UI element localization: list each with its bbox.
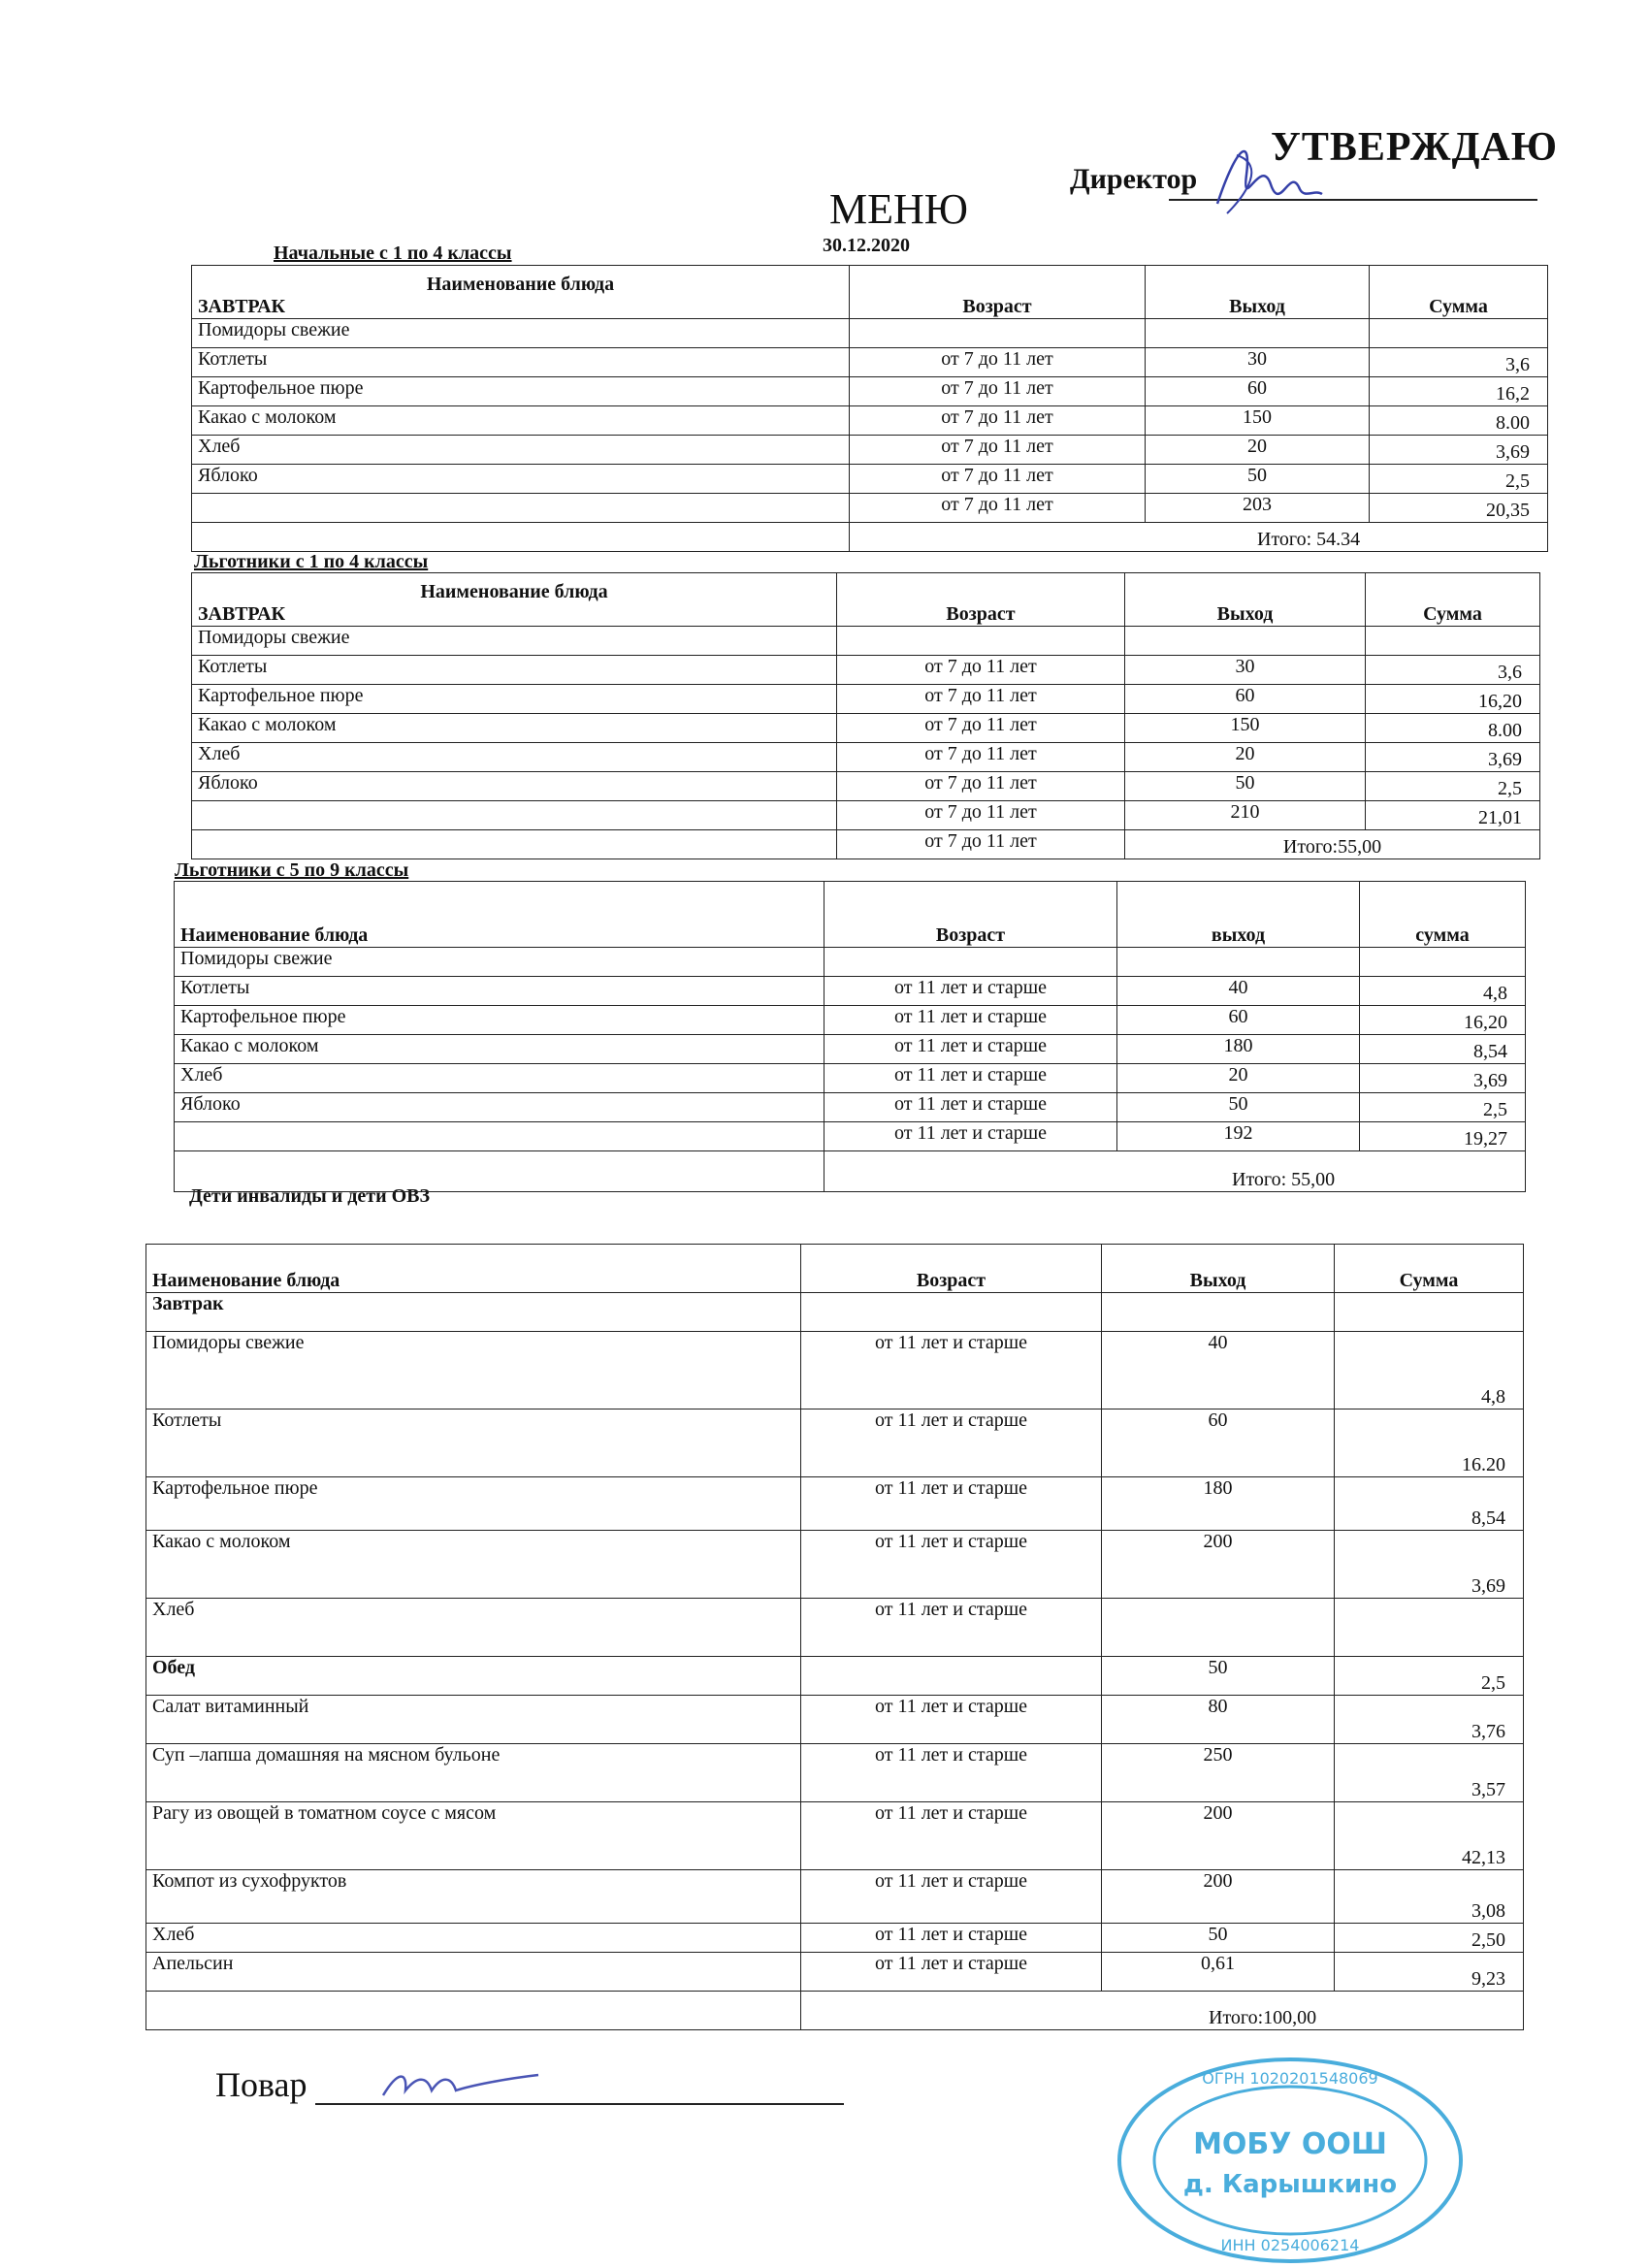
dish-output: 200 — [1102, 1531, 1335, 1599]
header-output: выход — [1117, 882, 1360, 948]
dish-age — [801, 1293, 1102, 1332]
dish-output: 192 — [1117, 1122, 1360, 1151]
dish-sum: 3,6 — [1370, 348, 1548, 377]
dish-output: 60 — [1117, 1006, 1360, 1035]
dish-sum: 3,69 — [1335, 1531, 1524, 1599]
dish-name: Помидоры свежие — [192, 319, 850, 348]
dish-sum: 2,5 — [1360, 1093, 1526, 1122]
table-row — [146, 1477, 1524, 1531]
header-dish-name — [192, 573, 837, 627]
dish-age — [801, 1657, 1102, 1696]
total-row — [146, 1992, 1524, 2030]
dish-name: Компот из сухофруктов — [146, 1870, 801, 1924]
dish-sum: 2,50 — [1335, 1924, 1524, 1953]
dish-age: от 11 лет и старше — [801, 1744, 1102, 1802]
dish-age: от 11 лет и старше — [824, 1093, 1117, 1122]
total-blank — [192, 523, 850, 552]
dish-name: Какао с молоком — [175, 1035, 824, 1064]
table-header-row — [175, 882, 1526, 948]
dish-age: от 11 лет и старше — [801, 1870, 1102, 1924]
table-row — [192, 494, 1548, 523]
total-row — [192, 830, 1540, 859]
dish-sum: 16,20 — [1360, 1006, 1526, 1035]
dish-output: 200 — [1102, 1870, 1335, 1924]
dish-age: от 11 лет и старше — [801, 1953, 1102, 1992]
dish-age — [824, 948, 1117, 977]
header-meal-label: Наименование блюда — [180, 924, 369, 946]
table-row — [146, 1802, 1524, 1870]
dish-sum: 42,13 — [1335, 1802, 1524, 1870]
menu-date: 30.12.2020 — [823, 235, 910, 256]
section-title-special-needs: Дети инвалиды и дети ОВЗ — [189, 1185, 431, 1207]
table-row — [192, 436, 1548, 465]
dish-output: 50 — [1117, 1093, 1360, 1122]
dish-name: Хлеб — [192, 743, 837, 772]
dish-name: Рагу из овощей в томатном соусе с мясом — [146, 1802, 801, 1870]
table-row — [192, 801, 1540, 830]
header-dish-name — [192, 266, 850, 319]
table-row — [146, 1924, 1524, 1953]
dish-output: 200 — [1102, 1802, 1335, 1870]
dish-age: от 7 до 11 лет — [850, 436, 1146, 465]
section-title-benefit-5-9: Льготники с 5 по 9 классы — [175, 859, 409, 881]
dish-output: 180 — [1117, 1035, 1360, 1064]
school-stamp — [1116, 2057, 1465, 2265]
dish-age: от 7 до 11 лет — [850, 377, 1146, 406]
dish-sum — [1335, 1599, 1524, 1657]
dish-sum: 16.20 — [1335, 1409, 1524, 1477]
dish-sum: 3,69 — [1360, 1064, 1526, 1093]
table-row — [146, 1657, 1524, 1696]
table-row — [192, 627, 1540, 656]
dish-sum: 20,35 — [1370, 494, 1548, 523]
cook-signature — [378, 2061, 543, 2105]
dish-sum: 3,69 — [1366, 743, 1540, 772]
dish-sum — [1335, 1293, 1524, 1332]
dish-sum: 19,27 — [1360, 1122, 1526, 1151]
dish-name: Какао с молоком — [192, 714, 837, 743]
dish-output: 50 — [1125, 772, 1366, 801]
table-row — [146, 1599, 1524, 1657]
header-meal-label: ЗАВТРАК — [198, 603, 286, 625]
total-blank — [192, 830, 837, 859]
dish-sum — [1360, 948, 1526, 977]
dish-age: от 11 лет и старше — [801, 1409, 1102, 1477]
dish-name: Хлеб — [175, 1064, 824, 1093]
stamp-org: МОБУ ООШ — [1193, 2127, 1387, 2161]
table-row — [192, 743, 1540, 772]
dish-age: от 11 лет и старше — [801, 1531, 1102, 1599]
header-sum: Сумма — [1370, 266, 1548, 319]
dish-name: Котлеты — [192, 656, 837, 685]
dish-output: 20 — [1125, 743, 1366, 772]
dish-output — [1102, 1599, 1335, 1657]
total-value: Итого:55,00 — [1125, 830, 1540, 859]
dish-age: от 7 до 11 лет — [837, 656, 1125, 685]
header-age: Возраст — [850, 266, 1146, 319]
dish-age: от 11 лет и старше — [824, 1122, 1117, 1151]
header-sum: сумма — [1360, 882, 1526, 948]
dish-name: Помидоры свежие — [175, 948, 824, 977]
dish-sum: 2,5 — [1335, 1657, 1524, 1696]
table-row — [175, 977, 1526, 1006]
dish-name: Яблоко — [192, 772, 837, 801]
dish-output: 60 — [1125, 685, 1366, 714]
menu-table-primary — [191, 265, 1548, 552]
header-age: Возраст — [837, 573, 1125, 627]
dish-age: от 11 лет и старше — [801, 1924, 1102, 1953]
dish-output: 50 — [1146, 465, 1370, 494]
table-row — [146, 1953, 1524, 1992]
table-header-row — [192, 573, 1540, 627]
dish-name: Котлеты — [175, 977, 824, 1006]
header-meal-label: ЗАВТРАК — [198, 296, 286, 317]
dish-name: Хлеб — [146, 1599, 801, 1657]
dish-name: Помидоры свежие — [146, 1332, 801, 1409]
dish-sum: 3,57 — [1335, 1744, 1524, 1802]
dish-output: 150 — [1125, 714, 1366, 743]
dish-age: от 11 лет и старше — [801, 1696, 1102, 1744]
dish-name — [192, 494, 850, 523]
table-row — [146, 1696, 1524, 1744]
menu-table-benefit-5-9 — [174, 881, 1526, 1192]
header-sum: Сумма — [1366, 573, 1540, 627]
stamp-inn: ИНН 0254006214 — [1220, 2236, 1360, 2254]
table-row — [175, 948, 1526, 977]
dish-age: от 7 до 11 лет — [837, 772, 1125, 801]
table-row — [192, 406, 1548, 436]
dish-name: Помидоры свежие — [192, 627, 837, 656]
dish-output: 203 — [1146, 494, 1370, 523]
table-row — [175, 1122, 1526, 1151]
table-row — [192, 465, 1548, 494]
dish-output: 250 — [1102, 1744, 1335, 1802]
section-title-primary: Начальные с 1 по 4 классы — [274, 243, 512, 264]
approval-heading: УТВЕРЖДАЮ — [1271, 125, 1559, 170]
dish-age: от 7 до 11 лет — [850, 465, 1146, 494]
dish-output: 30 — [1125, 656, 1366, 685]
header-dish-label: Наименование блюда — [426, 274, 615, 295]
dish-sum: 2,5 — [1370, 465, 1548, 494]
table-row — [175, 1035, 1526, 1064]
table-row — [192, 772, 1540, 801]
dish-output — [1102, 1293, 1335, 1332]
dish-sum: 3,69 — [1370, 436, 1548, 465]
dish-sum — [1370, 319, 1548, 348]
table-row — [146, 1293, 1524, 1332]
dish-age: от 11 лет и старше — [824, 1006, 1117, 1035]
dish-age: от 11 лет и старше — [801, 1802, 1102, 1870]
table-header-row — [192, 266, 1548, 319]
dish-age: от 11 лет и старше — [824, 1064, 1117, 1093]
dish-name: Картофельное пюре — [146, 1477, 801, 1531]
dish-name: Хлеб — [146, 1924, 801, 1953]
total-row — [192, 523, 1548, 552]
dish-sum: 8.00 — [1366, 714, 1540, 743]
table-row — [175, 1093, 1526, 1122]
dish-sum: 16,2 — [1370, 377, 1548, 406]
dish-sum: 3,6 — [1366, 656, 1540, 685]
table-row — [146, 1870, 1524, 1924]
table-row — [146, 1531, 1524, 1599]
director-signature — [1208, 136, 1324, 223]
dish-output: 30 — [1146, 348, 1370, 377]
dish-name: Апельсин — [146, 1953, 801, 1992]
dish-sum: 8,54 — [1335, 1477, 1524, 1531]
dish-name — [175, 1122, 824, 1151]
dish-sum: 4,8 — [1360, 977, 1526, 1006]
dish-output — [1125, 627, 1366, 656]
page-title: МЕНЮ — [829, 185, 968, 233]
dish-age: от 7 до 11 лет — [850, 494, 1146, 523]
section-title-benefit-1-4: Льготники с 1 по 4 классы — [194, 551, 429, 572]
dish-output — [1117, 948, 1360, 977]
dish-name: Яблоко — [175, 1093, 824, 1122]
dish-name: Какао с молоком — [192, 406, 850, 436]
table-row — [192, 714, 1540, 743]
dish-name: Хлеб — [192, 436, 850, 465]
total-row — [175, 1151, 1526, 1192]
dish-name: Картофельное пюре — [192, 685, 837, 714]
dish-output: 60 — [1102, 1409, 1335, 1477]
dish-output: 210 — [1125, 801, 1366, 830]
dish-name: Салат витаминный — [146, 1696, 801, 1744]
dish-output: 60 — [1146, 377, 1370, 406]
header-sum: Сумма — [1335, 1245, 1524, 1293]
dish-name: Картофельное пюре — [175, 1006, 824, 1035]
dish-age: от 7 до 11 лет — [837, 801, 1125, 830]
total-value: Итого: 55,00 — [824, 1151, 1526, 1192]
header-output: Выход — [1125, 573, 1366, 627]
table-row — [175, 1064, 1526, 1093]
dish-age: от 11 лет и старше — [824, 977, 1117, 1006]
total-value: Итого: 54.34 — [850, 523, 1548, 552]
dish-output: 80 — [1102, 1696, 1335, 1744]
dish-output: 50 — [1102, 1657, 1335, 1696]
dish-age: от 11 лет и старше — [801, 1332, 1102, 1409]
dish-sum: 3,76 — [1335, 1696, 1524, 1744]
dish-output: 40 — [1102, 1332, 1335, 1409]
header-dish-name — [175, 882, 824, 948]
dish-name: Яблоко — [192, 465, 850, 494]
dish-sum: 3,08 — [1335, 1870, 1524, 1924]
dish-name: Обед — [146, 1657, 801, 1696]
stamp-village: д. Карышкино — [1182, 2170, 1398, 2199]
dish-name: Суп –лапша домашняя на мясном бульоне — [146, 1744, 801, 1802]
table-row — [192, 656, 1540, 685]
table-row — [175, 1006, 1526, 1035]
dish-age: от 11 лет и старше — [824, 1035, 1117, 1064]
dish-sum — [1366, 627, 1540, 656]
header-meal-label: Наименование блюда — [152, 1270, 340, 1291]
header-age: Возраст — [801, 1245, 1102, 1293]
table-header-row — [146, 1245, 1524, 1293]
dish-name — [192, 801, 837, 830]
dish-name: Завтрак — [146, 1293, 801, 1332]
director-label: Директор — [1070, 163, 1198, 195]
header-dish-label: Наименование блюда — [420, 581, 608, 602]
dish-age: от 7 до 11 лет — [837, 743, 1125, 772]
table-row — [192, 319, 1548, 348]
dish-sum: 16,20 — [1366, 685, 1540, 714]
dish-output: 20 — [1146, 436, 1370, 465]
dish-output — [1146, 319, 1370, 348]
header-age: Возраст — [824, 882, 1117, 948]
table-row — [146, 1332, 1524, 1409]
dish-sum: 4,8 — [1335, 1332, 1524, 1409]
dish-age: от 7 до 11 лет — [837, 685, 1125, 714]
dish-age: от 7 до 11 лет — [837, 714, 1125, 743]
total-age: от 7 до 11 лет — [837, 830, 1125, 859]
dish-name: Картофельное пюре — [192, 377, 850, 406]
header-output: Выход — [1146, 266, 1370, 319]
dish-sum: 8,54 — [1360, 1035, 1526, 1064]
dish-age — [850, 319, 1146, 348]
dish-sum: 8.00 — [1370, 406, 1548, 436]
menu-table-special-needs — [146, 1244, 1524, 2030]
dish-sum: 21,01 — [1366, 801, 1540, 830]
dish-output: 150 — [1146, 406, 1370, 436]
dish-name: Какао с молоком — [146, 1531, 801, 1599]
dish-age — [837, 627, 1125, 656]
dish-output: 50 — [1102, 1924, 1335, 1953]
dish-output: 0,61 — [1102, 1953, 1335, 1992]
menu-table-benefit-1-4 — [191, 572, 1540, 859]
header-output: Выход — [1102, 1245, 1335, 1293]
table-row — [146, 1744, 1524, 1802]
header-dish-name — [146, 1245, 801, 1293]
dish-name: Котлеты — [192, 348, 850, 377]
dish-age: от 7 до 11 лет — [850, 406, 1146, 436]
dish-output: 40 — [1117, 977, 1360, 1006]
total-blank — [175, 1151, 824, 1192]
dish-output: 20 — [1117, 1064, 1360, 1093]
dish-age: от 11 лет и старше — [801, 1599, 1102, 1657]
total-value: Итого:100,00 — [801, 1992, 1524, 2030]
cook-label: Повар — [215, 2065, 307, 2104]
dish-output: 180 — [1102, 1477, 1335, 1531]
table-row — [192, 377, 1548, 406]
dish-age: от 7 до 11 лет — [850, 348, 1146, 377]
dish-sum: 9,23 — [1335, 1953, 1524, 1992]
dish-age: от 11 лет и старше — [801, 1477, 1102, 1531]
table-row — [192, 348, 1548, 377]
dish-sum: 2,5 — [1366, 772, 1540, 801]
table-row — [192, 685, 1540, 714]
total-blank — [146, 1992, 801, 2030]
stamp-ogrn: ОГРН 1020201548069 — [1202, 2069, 1378, 2088]
table-row — [146, 1409, 1524, 1477]
dish-name: Котлеты — [146, 1409, 801, 1477]
